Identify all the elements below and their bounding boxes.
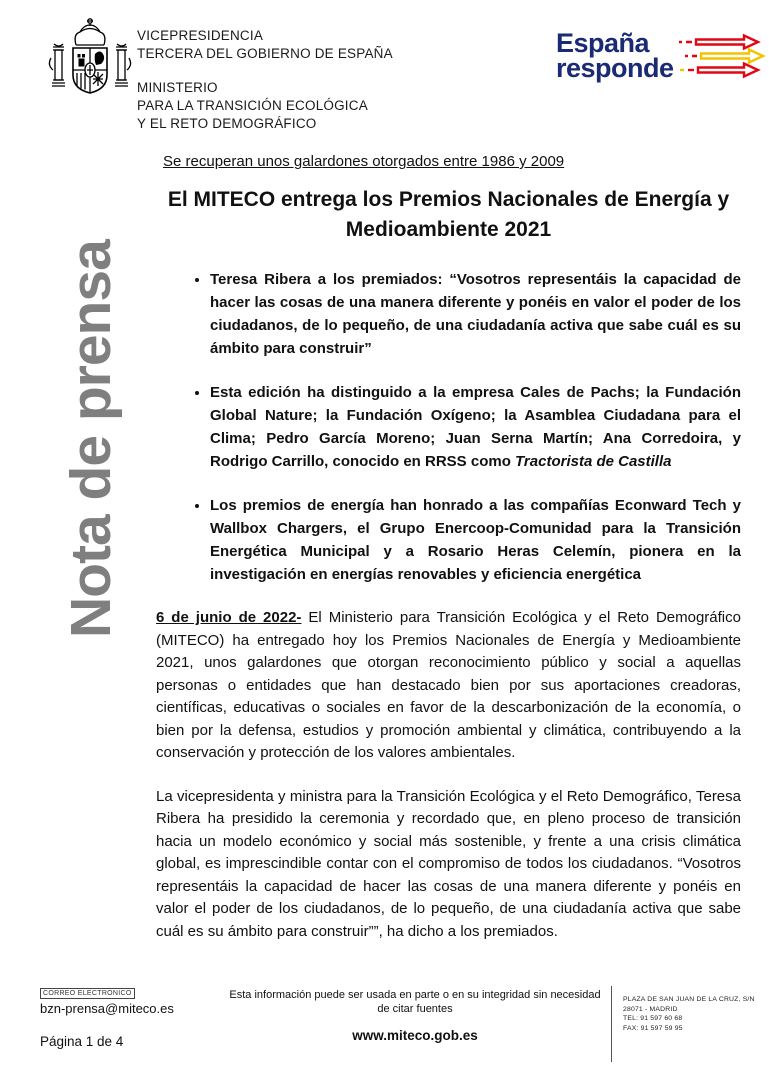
ministry-line: PARA LA TRANSICIÓN ECOLÓGICA xyxy=(137,98,368,113)
address-line: FAX: 91 597 59 95 xyxy=(623,1024,683,1032)
address-line: TEL: 91 597 60 68 xyxy=(623,1015,683,1022)
spain-coat-of-arms-icon xyxy=(46,14,134,122)
ministry-name xyxy=(137,79,368,133)
email-label: CORREO ELECTRÓNICO xyxy=(40,988,135,999)
government-line: TERCERA DEL GOBIERNO DE ESPAÑA xyxy=(137,46,393,61)
body-paragraph: La vicepresidenta y ministra para la Transición Ecológica y el Reto Demográfico, Teresa Ribera ha presidido la ceremonia y recordado que, en pleno proceso de transición hacia un modelo económico y social más sostenible, y frente a una crisis climática global, es imprescindible contar con el compromiso de todos los ciudadanos. “Vosotros representáis la capacidad de hacer las cosas de una manera diferente y ponéis en valor el poder de los ciudadanos, de lo pequeño, de una ciudadanía activa que sabe cuál es su ámbito para construir””, ha dicho a los premiados. xyxy=(156,787,741,940)
espana-responde-wordmark: España responde xyxy=(556,28,674,83)
dateline: 6 de junio de 2022- xyxy=(156,609,302,626)
government-name xyxy=(137,27,393,63)
page-title: El MITECO entrega los Premios Nacionales de Energía y Medioambiente 2021 xyxy=(167,188,730,241)
ministry-line: MINISTERIO xyxy=(137,80,218,95)
address-line: PLAZA DE SAN JUAN DE LA CRUZ, S/N xyxy=(623,996,755,1003)
bullet-item: • Teresa Ribera a los premiados: “Vosotros representáis la capacidad de hacer las cosas de una manera diferente y ponéis en valor el poder de los ciudadanos, de lo pequeño, de una ciudadanía activa que sabe cuál es su ámbito para construir” xyxy=(210,268,741,360)
press-email-link[interactable]: bzn-prensa@miteco.es xyxy=(40,1001,174,1016)
espana-responde-arrows-icon xyxy=(678,33,769,86)
government-line: VICEPRESIDENCIA xyxy=(137,28,264,43)
kicker-subtitle: Se recuperan unos galardones otorgados entre 1986 y 2009 xyxy=(163,153,565,170)
espana-responde-logo xyxy=(556,28,769,86)
page-number: Página 1 de 4 xyxy=(40,1034,124,1049)
address-block xyxy=(623,995,755,1033)
highlight-bullet-list xyxy=(156,268,741,586)
bullet-item: • Esta edición ha distinguido a la empresa Cales de Pachs; la Fundación Global Nature; la Fundación Oxígeno; la Asamblea Ciudadana para el Clima; Pedro García Moreno; Juan Serna Martín; Ana Corredoira, y Rodrigo Carrillo, conocido en RRSS como Tractorista de Castilla xyxy=(210,381,741,473)
website-link[interactable]: www.miteco.gob.es xyxy=(352,1028,478,1043)
bullet-italic-part: Tractorista de Castilla xyxy=(515,453,672,470)
body-paragraph: 6 de junio de 2022- El Ministerio para Transición Ecológica y el Reto Demográfico (MITECO) ha entregado hoy los Premios Nacionales de Energía y Medioambiente 2021, unos galardones que otorgan reconocimiento público y social a aquellas personas o entidades que han destacado bien por sus aportaciones creadoras, científicas, educativas o sociales en favor de la descarbonización de la economía, o bien por la defensa, estudios y promoción ambiental y climática, contribuyendo a la conservación y protección de los valores ambientales. xyxy=(156,609,741,761)
bullet-item: • Los premios de energía han honrado a las compañías Econward Tech y Wallbox Chargers, el Grupo Enercoop-Comunidad para la Transición Energética Municipal y a Rosario Heras Celemín, pionera en la investigación en energías renovables y eficiencia energética xyxy=(210,494,741,586)
usage-note: Esta información puede ser usada en parte o en su integridad sin necesidad de citar fuentes xyxy=(229,989,601,1015)
nota-de-prensa-side-label: Nota de prensa xyxy=(59,240,123,638)
document-body xyxy=(156,153,741,943)
address-line: 28071 - MADRID xyxy=(623,1005,678,1013)
ministry-line: Y EL RETO DEMOGRÁFICO xyxy=(137,116,317,131)
footer-divider xyxy=(611,986,612,1062)
